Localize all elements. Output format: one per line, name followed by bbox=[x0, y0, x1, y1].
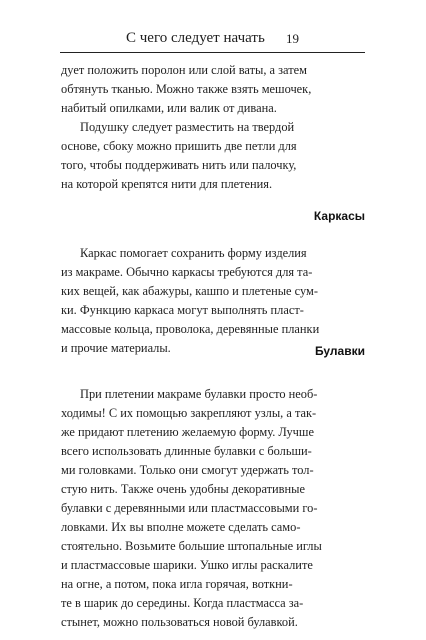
text-line: массовые кольца, проволока, деревянные планки bbox=[61, 322, 320, 336]
text-line: Каркас помогает сохранить форму изделия bbox=[80, 246, 307, 260]
text-line: стую нить. Также очень удобны декоративные bbox=[61, 482, 305, 496]
text-line: того, чтобы поддерживать нить или палочку, bbox=[61, 158, 297, 172]
paragraph-frames bbox=[61, 244, 367, 358]
header-rule bbox=[60, 52, 365, 53]
text-line: Подушку следует разместить на твердой bbox=[80, 120, 295, 134]
text-line: дует положить поролон или слой ваты, а затем bbox=[61, 63, 307, 77]
text-line: всего использовать длинные булавки с больши- bbox=[61, 444, 312, 458]
text-line: обтянуть тканью. Можно также взять мешочек, bbox=[61, 82, 312, 96]
text-line: основе, сбоку можно пришить две петли для bbox=[61, 139, 297, 153]
text-line: на которой крепятся нити для плетения. bbox=[61, 177, 273, 191]
text-line: ходимы! С их помощью закрепляют узлы, а так- bbox=[61, 406, 317, 420]
text-line: же придают плетению желаемую форму. Лучше bbox=[61, 425, 314, 439]
text-line: и прочие материалы. bbox=[61, 341, 171, 355]
text-line: ки. Функцию каркаса могут выполнять пласт- bbox=[61, 303, 304, 317]
text-line: ловками. Их вы вполне можете сделать само- bbox=[61, 520, 301, 534]
header-title: С чего следует начать bbox=[126, 30, 265, 46]
text-line: ми головками. Только они смогут удержать тол- bbox=[61, 463, 314, 477]
paragraph-cushion-base bbox=[61, 118, 367, 194]
text-line: на огне, а потом, пока игла горячая, воткни- bbox=[61, 577, 293, 591]
text-line: набитый опилками, или валик от дивана. bbox=[61, 101, 277, 115]
text-line: стынет, можно пользоваться новой булавкой. bbox=[61, 615, 298, 629]
text-line: из макраме. Обычно каркасы требуются для та- bbox=[61, 265, 313, 279]
paragraph-cushion-continued bbox=[61, 61, 367, 118]
paragraph-pins bbox=[61, 385, 367, 632]
section-heading-pins: Булавки bbox=[314, 344, 365, 358]
text-line: стоятельно. Возьмите большие штопальные иглы bbox=[61, 539, 322, 553]
text-line: и пластмассовые шарики. Ушко иглы раскалите bbox=[61, 558, 313, 572]
text-line: булавки с деревянными или пластмассовыми го- bbox=[61, 501, 318, 515]
text-line: те в шарик до середины. Когда пластмасса за- bbox=[61, 596, 304, 610]
text-line: ких вещей, как абажуры, кашпо и плетеные сум- bbox=[61, 284, 318, 298]
text-line: При плетении макраме булавки просто необ- bbox=[80, 387, 318, 401]
section-heading-frames: Каркасы bbox=[313, 209, 365, 223]
page-number: 19 bbox=[286, 31, 299, 46]
